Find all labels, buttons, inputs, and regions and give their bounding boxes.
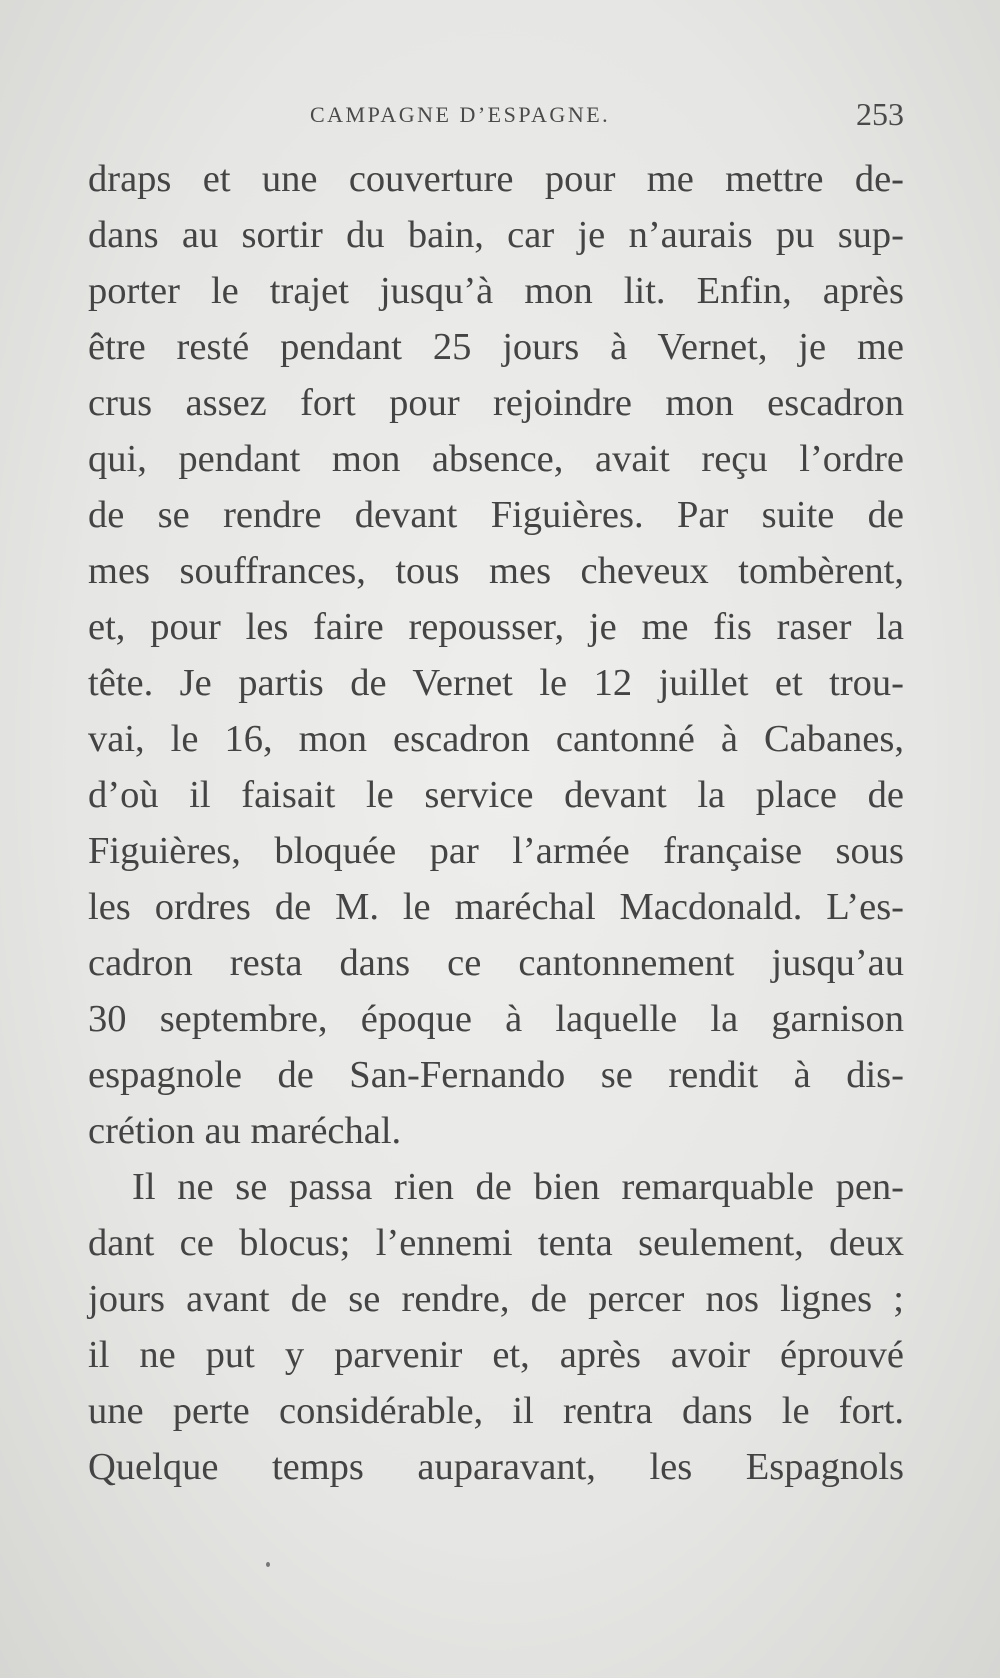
running-head (88, 96, 904, 136)
text-line: cadron resta dans ce cantonnement jusqu’au (88, 942, 904, 984)
text-line: espagnole de San-Fernando se rendit à dis- (88, 1054, 904, 1096)
text-line: qui, pendant mon absence, avait reçu l’ordre (88, 438, 904, 480)
text-line: une perte considérable, il rentra dans le fort. (88, 1390, 904, 1432)
text-line: et, pour les faire repousser, je me fis raser la (88, 606, 904, 648)
text-line: d’où il faisait le service devant la place de (88, 774, 904, 816)
text-line: de se rendre devant Figuières. Par suite de (88, 494, 904, 536)
text-line: mes souffrances, tous mes cheveux tombèrent, (88, 550, 904, 592)
text-line: Figuières, bloquée par l’armée française sous (88, 830, 904, 872)
text-line: crus assez fort pour rejoindre mon escadron (88, 382, 904, 424)
text-line: Quelque temps auparavant, les Espagnols (88, 1446, 904, 1488)
page-number: 253 (856, 96, 904, 132)
text-line: tête. Je partis de Vernet le 12 juillet et trou- (88, 662, 904, 704)
text-line: crétion au maréchal. (88, 1110, 402, 1152)
text-line: vai, le 16, mon escadron cantonné à Cabanes, (88, 718, 904, 760)
text-line: être resté pendant 25 jours à Vernet, je me (88, 326, 904, 368)
text-line: porter le trajet jusqu’à mon lit. Enfin, après (88, 270, 904, 312)
text-line: jours avant de se rendre, de percer nos lignes ; (88, 1278, 904, 1320)
text-line: dans au sortir du bain, car je n’aurais pu sup- (88, 214, 904, 256)
paragraph-1 (88, 151, 904, 1159)
paragraph-2 (88, 1159, 904, 1495)
body-text (88, 151, 904, 1495)
text-line: il ne put y parvenir et, après avoir éprouvé (88, 1334, 904, 1376)
text-line: 30 septembre, époque à laquelle la garnison (88, 998, 904, 1040)
text-line: les ordres de M. le maréchal Macdonald. L’es- (88, 886, 904, 928)
text-line: dant ce blocus; l’ennemi tenta seulement, deux (88, 1222, 904, 1264)
running-title: CAMPAGNE D’ESPAGNE. (310, 102, 611, 127)
text-line: draps et une couverture pour me mettre de- (88, 158, 904, 200)
ink-speck (266, 1562, 270, 1567)
text-line: Il ne se passa rien de bien remarquable pen- (132, 1166, 904, 1208)
